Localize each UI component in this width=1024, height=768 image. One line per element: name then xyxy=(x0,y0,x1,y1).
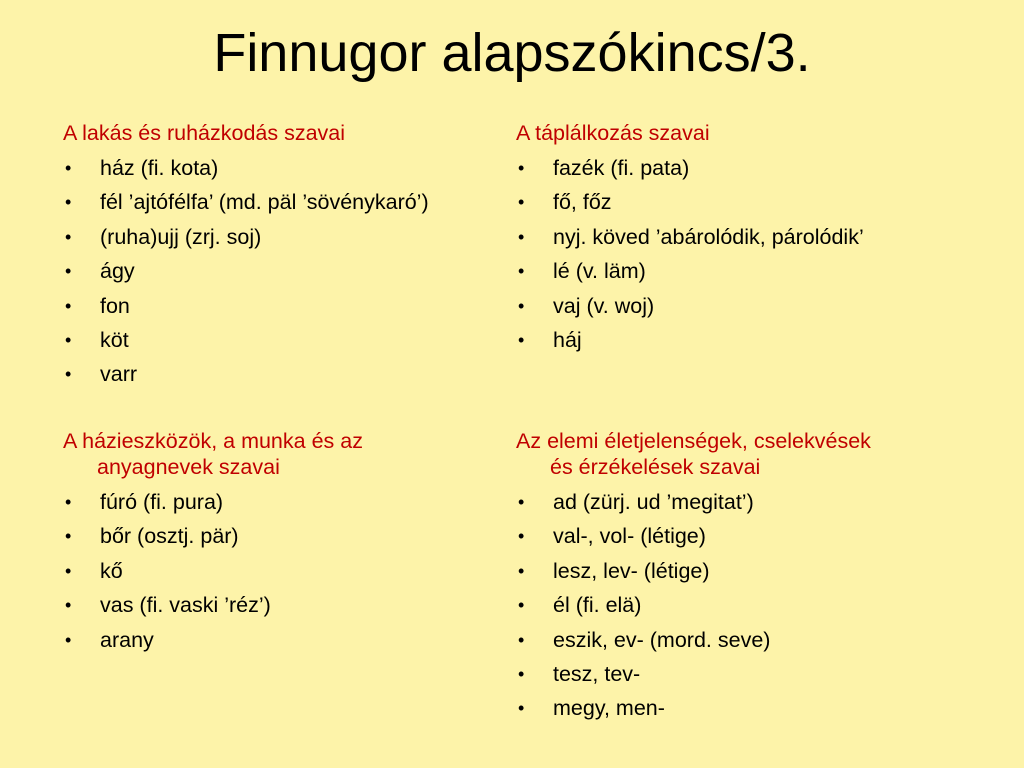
list-item-text: fél ’ajtófélfa’ (md. päl ’sövénykaró’) xyxy=(100,190,429,215)
list-lakas xyxy=(63,151,533,392)
bullet-icon: • xyxy=(518,629,525,650)
list-item-text: (ruha)ujj (zrj. soj) xyxy=(100,224,262,249)
list-eletjelensegek xyxy=(516,485,986,726)
bullet-icon: • xyxy=(518,492,525,512)
list-item xyxy=(516,220,986,254)
section-hazieszkozok xyxy=(63,428,533,657)
list-item-text: ágy xyxy=(100,259,135,284)
list-item xyxy=(516,519,986,553)
bullet-icon: • xyxy=(518,295,525,316)
list-item-text: fazék (fi. pata) xyxy=(553,156,690,180)
list-item xyxy=(516,323,986,357)
bullet-icon: • xyxy=(518,192,525,213)
list-item xyxy=(63,220,533,254)
section-taplalkozas xyxy=(516,120,986,357)
list-item-text: vaj (v. woj) xyxy=(553,293,655,318)
bullet-icon: • xyxy=(518,158,525,178)
list-item-text: megy, men- xyxy=(553,696,665,721)
bullet-icon: • xyxy=(518,329,525,350)
list-item-text: lé (v. läm) xyxy=(553,259,646,284)
list-item xyxy=(63,554,533,588)
bullet-icon: • xyxy=(65,261,72,282)
list-item xyxy=(63,588,533,622)
heading-line: anyagnevek szavai xyxy=(97,455,280,479)
bullet-icon: • xyxy=(65,158,72,178)
bullet-icon: • xyxy=(65,595,72,616)
list-item-text: él (fi. elä) xyxy=(553,593,642,618)
list-item-text: ad (zürj. ud ’megitat’) xyxy=(553,490,754,514)
list-item-text: köt xyxy=(100,327,129,352)
section-heading-taplalkozas: A táplálkozás szavai xyxy=(516,121,710,145)
list-item xyxy=(63,151,533,185)
heading-line: Az elemi életjelenségek, cselekvések xyxy=(516,429,871,453)
list-item xyxy=(516,623,986,657)
list-item-text: varr xyxy=(100,362,138,387)
list-item xyxy=(516,185,986,219)
list-item-text: val-, vol- (létige) xyxy=(553,524,706,549)
bullet-icon: • xyxy=(518,595,525,616)
list-item xyxy=(63,323,533,357)
list-item xyxy=(63,357,533,391)
bullet-icon: • xyxy=(65,226,72,247)
bullet-icon: • xyxy=(518,698,525,719)
bullet-icon: • xyxy=(518,261,525,282)
list-item-text: nyj. köved ’abárolódik, párolódik’ xyxy=(553,224,864,249)
bullet-icon: • xyxy=(65,526,72,547)
list-item-text: bőr (osztj. pär) xyxy=(100,524,239,549)
bullet-icon: • xyxy=(518,526,525,547)
list-item-text: arany xyxy=(100,627,154,652)
list-item-text: eszik, ev- (mord. seve) xyxy=(553,627,771,652)
list-item xyxy=(63,289,533,323)
list-item-text: vas (fi. vaski ’réz’) xyxy=(100,593,271,618)
list-item xyxy=(63,623,533,657)
list-item xyxy=(63,519,533,553)
list-item xyxy=(516,151,986,185)
section-heading-lakas: A lakás és ruházkodás szavai xyxy=(63,121,346,145)
list-item xyxy=(516,485,986,519)
list-taplalkozas xyxy=(516,151,986,357)
bullet-icon: • xyxy=(65,560,72,581)
section-heading-hazieszkozok xyxy=(63,428,533,480)
list-item-text: lesz, lev- (létige) xyxy=(553,558,710,583)
slide-title: Finnugor alapszókincs/3. xyxy=(213,23,811,83)
heading-line: és érzékelések szavai xyxy=(550,455,761,479)
section-eletjelensegek xyxy=(516,428,986,726)
bullet-icon: • xyxy=(65,295,72,316)
list-item xyxy=(516,657,986,691)
bullet-icon: • xyxy=(518,560,525,581)
bullet-icon: • xyxy=(65,364,72,385)
list-item-text: ház (fi. kota) xyxy=(100,156,219,180)
section-lakas xyxy=(63,120,533,392)
heading-line: A házieszközök, a munka és az xyxy=(63,429,363,453)
list-item-text: fúró (fi. pura) xyxy=(100,490,224,514)
section-heading-eletjelensegek xyxy=(516,428,986,480)
list-item-text: fon xyxy=(100,293,130,318)
list-item xyxy=(516,289,986,323)
list-item xyxy=(63,485,533,519)
list-item-text: fő, főz xyxy=(553,190,612,215)
bullet-icon: • xyxy=(65,329,72,350)
list-item xyxy=(516,254,986,288)
list-hazieszkozok xyxy=(63,485,533,657)
list-item-text: háj xyxy=(553,327,582,352)
list-item-text: tesz, tev- xyxy=(553,661,641,686)
bullet-icon: • xyxy=(518,226,525,247)
list-item xyxy=(516,554,986,588)
bullet-icon: • xyxy=(518,663,525,684)
list-item xyxy=(63,254,533,288)
list-item xyxy=(516,588,986,622)
bullet-icon: • xyxy=(65,192,72,213)
bullet-icon: • xyxy=(65,492,72,512)
list-item xyxy=(63,185,533,219)
bullet-icon: • xyxy=(65,629,72,650)
list-item-text: kő xyxy=(100,558,123,583)
list-item xyxy=(516,691,986,725)
